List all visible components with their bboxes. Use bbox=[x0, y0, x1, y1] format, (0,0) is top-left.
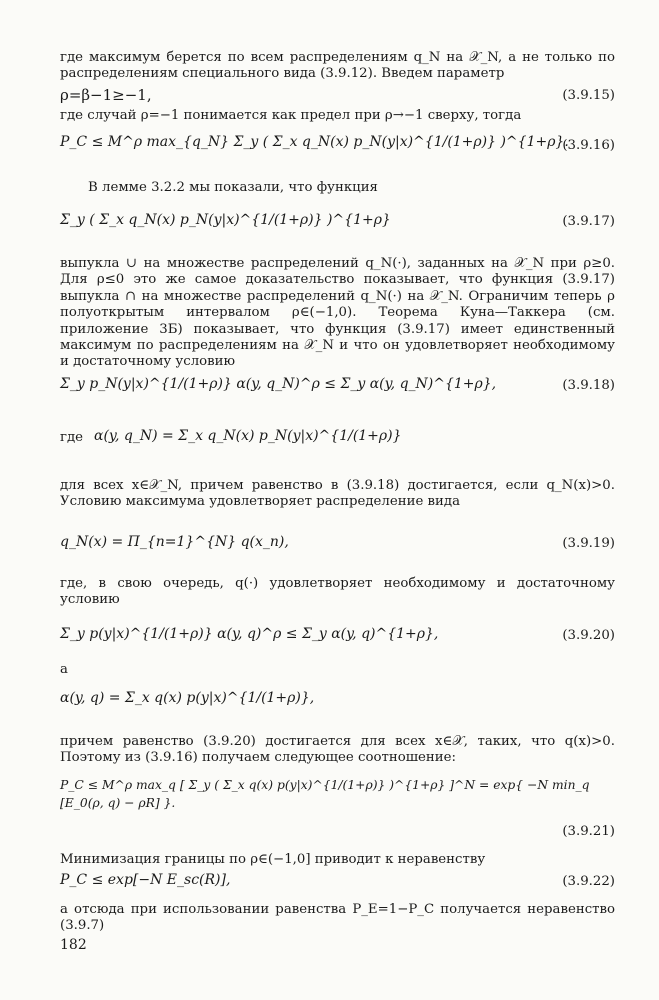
paragraph-2 bbox=[60, 108, 615, 124]
equation-3-9-18-body: Σ_y p_N(y|x)^{1/(1+ρ)} α(y, q_N)^ρ ≤ Σ_y α(y, q_N)^{1+ρ}, bbox=[60, 376, 497, 392]
equation-3-9-17-number: (3.9.17) bbox=[562, 214, 615, 229]
equation-3-9-21-body: P_C ≤ M^ρ max_q [ Σ_y ( Σ_x q(x) p(y|x)^{1/(1+ρ)} )^{1+ρ} ]^N = exp{ −N min_q [E_0(ρ, q) − ρR] }. bbox=[60, 778, 590, 810]
equation-3-9-15-number: (3.9.15) bbox=[562, 88, 615, 103]
equation-alpha-q-definition-body: α(y, q) = Σ_x q(x) p(y|x)^{1/(1+ρ)}, bbox=[60, 690, 315, 706]
page-number: 182 bbox=[60, 937, 87, 953]
where-label: где bbox=[60, 430, 84, 445]
equation-3-9-21 bbox=[60, 768, 615, 844]
equation-alpha-q-definition bbox=[60, 678, 615, 726]
equation-3-9-17 bbox=[60, 202, 615, 252]
equation-3-9-19-number: (3.9.19) bbox=[562, 536, 615, 551]
paragraph-6 bbox=[60, 478, 615, 511]
paragraph-9-text: причем равенство (3.9.20) достигается для всех x∈𝒳, таких, что q(x)>0. Поэтому из (3.9.16) получаем следующее соотношение: bbox=[60, 734, 615, 766]
equation-alpha-definition-body: α(y, q_N) = Σ_x q_N(x) p_N(y|x)^{1/(1+ρ)} bbox=[94, 428, 402, 444]
paragraph-1-text: где максимум берется по всем распределениям q_N на 𝒳_N, а не только по распределениям специального вида (3.9.12). Введем параметр bbox=[60, 50, 615, 82]
equation-3-9-16-body: P_C ≤ M^ρ max_{q_N} Σ_y ( Σ_x q_N(x) p_N(y|x)^{1/(1+ρ)} )^{1+ρ}. bbox=[60, 134, 569, 150]
equation-3-9-22 bbox=[60, 872, 615, 898]
paragraph-2-text: где случай ρ=−1 понимается как предел при ρ→−1 сверху, тогда bbox=[60, 108, 522, 123]
paragraph-10 bbox=[60, 852, 615, 868]
equation-3-9-19 bbox=[60, 518, 615, 574]
equation-3-9-16 bbox=[60, 128, 615, 176]
paragraph-11-text: а отсюда при использовании равенства P_E=1−P_C получается неравенство (3.9.7) bbox=[60, 902, 615, 934]
equation-3-9-19-body: q_N(x) = Π_{n=1}^{N} q(x_n), bbox=[60, 534, 289, 550]
equation-3-9-18 bbox=[60, 366, 615, 414]
equation-3-9-22-body: P_C ≤ exp[−N E_sc(R)], bbox=[60, 872, 231, 888]
paragraph-9 bbox=[60, 734, 615, 767]
paragraph-7-text: где, в свою очередь, q(·) удовлетворяет необходимому и достаточному условию bbox=[60, 576, 615, 608]
paragraph-7 bbox=[60, 576, 615, 609]
paragraph-10-text: Минимизация границы по ρ∈(−1,0] приводит к неравенству bbox=[60, 852, 486, 867]
equation-3-9-22-number: (3.9.22) bbox=[562, 874, 615, 889]
equation-3-9-15-body: ρ=β−1≥−1, bbox=[60, 86, 152, 104]
equation-3-9-16-number: (3.9.16) bbox=[562, 138, 615, 153]
equation-3-9-21-number: (3.9.21) bbox=[562, 824, 615, 839]
paragraph-8 bbox=[60, 662, 615, 678]
equation-3-9-18-number: (3.9.18) bbox=[562, 378, 615, 393]
equation-alpha-definition bbox=[60, 422, 615, 470]
paragraph-1 bbox=[60, 50, 615, 83]
equation-3-9-20 bbox=[60, 614, 615, 664]
paragraph-11 bbox=[60, 902, 615, 935]
paragraph-4 bbox=[60, 256, 615, 371]
paragraph-6-text: для всех x∈𝒳_N, причем равенство в (3.9.18) достигается, если q_N(x)>0. Условию максимума удовлетворяет распределение вида bbox=[60, 478, 615, 510]
paragraph-4-text: выпукла ∪ на множестве распределений q_N(·), заданных на 𝒳_N при ρ≥0. Для ρ≤0 это же самое доказательство показывает, что функция (3.9.17) выпукла ∩ на множестве распределений q_N(·) на 𝒳_N. Ограничим теперь ρ полуоткрытым интервалом ρ∈(−1,0). Теорема Куна—Таккера (см. приложение 3Б) показывает, что функция (3.9.17) имеет единственный максимум по распределениям на 𝒳_N и что он удовлетворяет необходимому и достаточному условию bbox=[60, 256, 615, 370]
equation-3-9-20-body: Σ_y p(y|x)^{1/(1+ρ)} α(y, q)^ρ ≤ Σ_y α(y, q)^{1+ρ}, bbox=[60, 626, 439, 642]
paragraph-3-text: В лемме 3.2.2 мы показали, что функция bbox=[88, 180, 378, 195]
paragraph-3 bbox=[60, 180, 615, 196]
paragraph-8-text: а bbox=[60, 662, 68, 677]
equation-3-9-17-body: Σ_y ( Σ_x q_N(x) p_N(y|x)^{1/(1+ρ)} )^{1+ρ} bbox=[60, 212, 391, 228]
equation-3-9-20-number: (3.9.20) bbox=[562, 628, 615, 643]
